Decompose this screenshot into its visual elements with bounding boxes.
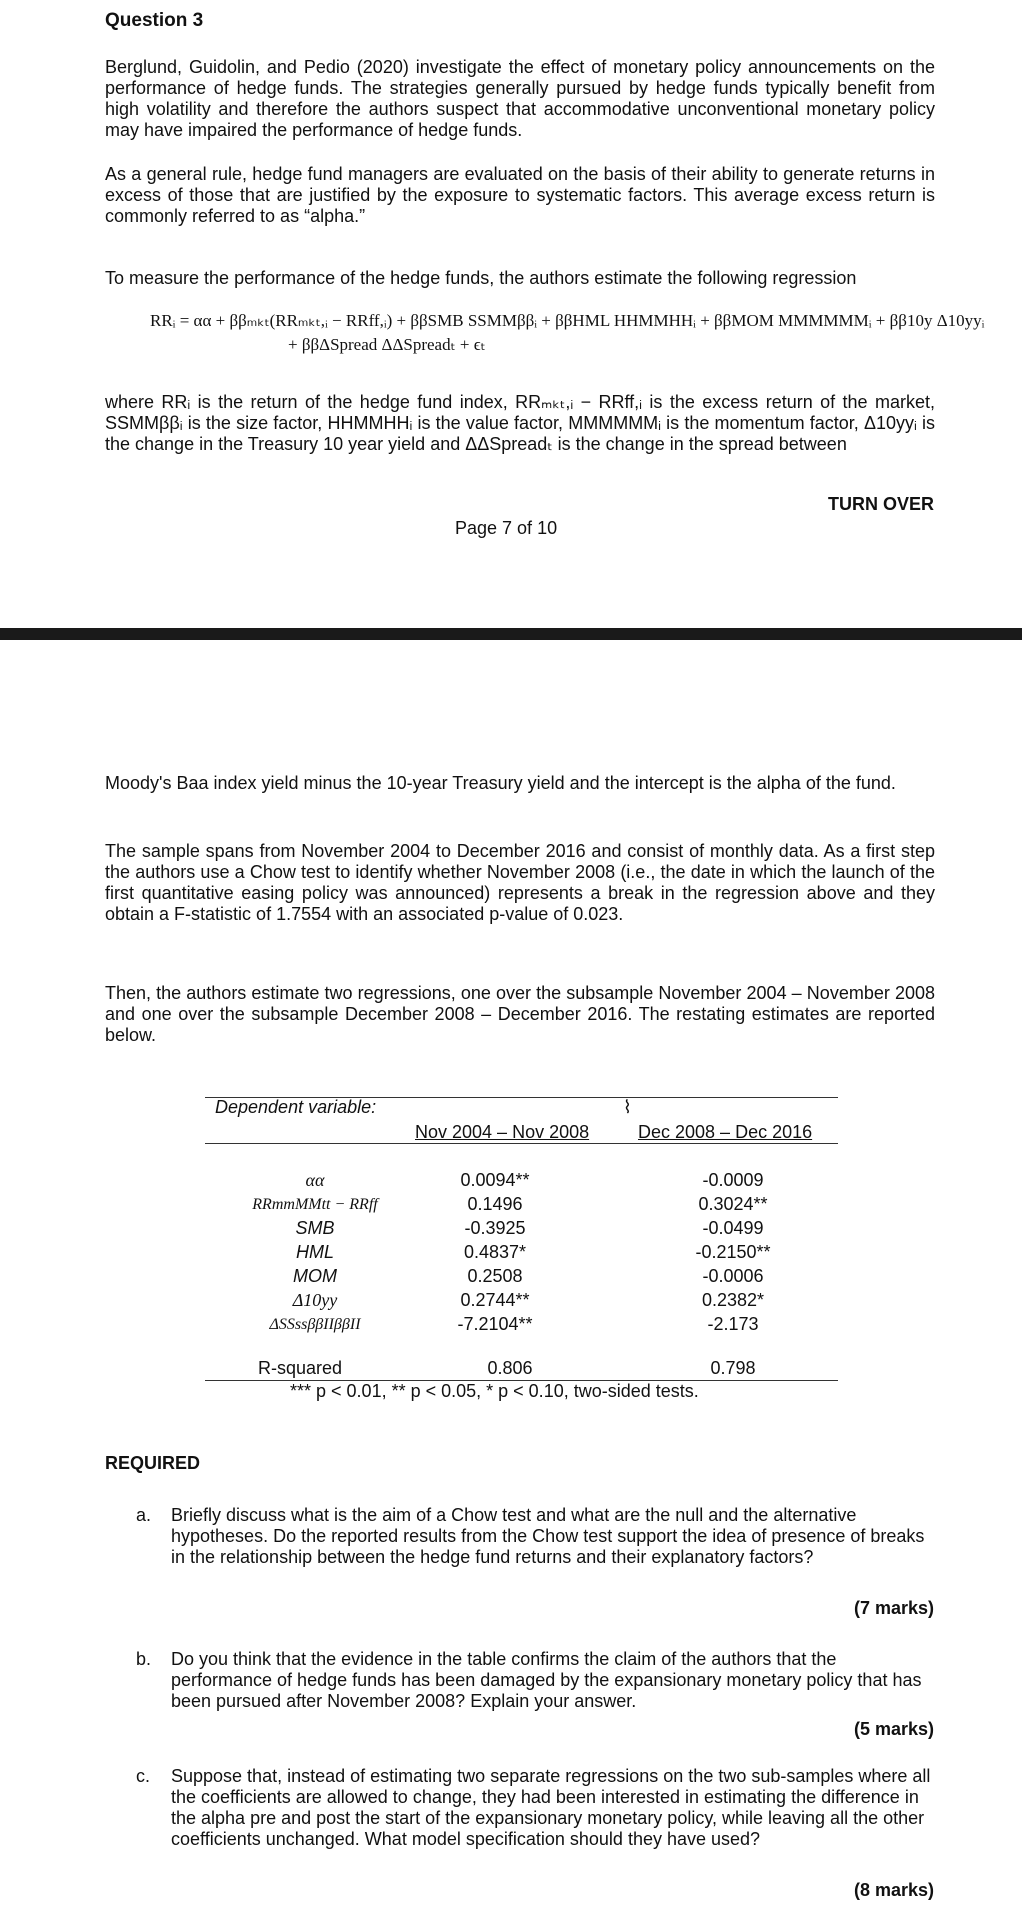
regression-equation-line-1: RRᵢ = αα + ββₘₖₜ(RRₘₖₜ,ᵢ − RRff,ᵢ) + ββSMB SSMMββᵢ + ββHML HHMMHHᵢ + ββMOM MMMMMMᵢ + ββ10y Δ10yyᵢ [150, 311, 985, 330]
table-row-label: SMB [295, 1218, 335, 1238]
column-header-post: Dec 2008 – Dec 2016 [638, 1122, 813, 1142]
sample-paragraph: The sample spans from November 2004 to December 2016 and consist of monthly data. As a first step the authors use a Chow test to identify whether November 2008 (i.e., the date in which the launch of the first quantitative easing policy was announced) represents a break in the regression above and they obtain a F-statistic of 1.7554 with an associated p-value of 0.023. [105, 841, 935, 924]
question-text: Do you think that the evidence in the table confirms the claim of the authors that the performance of hedge funds has been damaged by the expansionary monetary policy that has been pursued after November 2008? Explain your answer. [171, 1649, 922, 1711]
table-cell-pre: -0.3925 [464, 1218, 526, 1238]
table-cell-post: 0.2382* [701, 1290, 765, 1310]
question-marks: (5 marks) [853, 1719, 934, 1739]
table-row-label: Δ10yy [292, 1290, 338, 1310]
question-letter: b. [136, 1649, 152, 1669]
table-cell-post: -0.0499 [702, 1218, 764, 1238]
table-cell-pre: 0.2744** [460, 1290, 530, 1310]
question-marks: (8 marks) [853, 1880, 934, 1900]
table-row-label: MOM [293, 1266, 337, 1286]
intro-paragraph-3: To measure the performance of the hedge funds, the authors estimate the following regression [105, 268, 857, 288]
page-number: Page 7 of 10 [455, 518, 558, 538]
table-cell-pre: 0.4837* [463, 1242, 527, 1262]
required-heading: REQUIRED [105, 1453, 201, 1473]
r-squared-label: R-squared [258, 1358, 343, 1378]
table-cell-pre: 0.1496 [467, 1194, 523, 1214]
column-header-pre: Nov 2004 – Nov 2008 [415, 1122, 590, 1142]
question-letter: a. [136, 1505, 152, 1525]
r-squared-pre: 0.806 [487, 1358, 533, 1378]
table-cell-post: -0.0009 [702, 1170, 764, 1190]
table-cell-pre: 0.0094** [460, 1170, 530, 1190]
table-row-label: ΔSSssββIIββII [269, 1316, 361, 1333]
intro-paragraph-1: Berglund, Guidolin, and Pedio (2020) investigate the effect of monetary policy announcements on the performance of hedge funds. The strategies generally pursued by hedge funds typically benefit from high volatility and therefore the authors suspect that accommodative unconventional monetary policy may have impaired the performance of hedge funds. [105, 57, 935, 140]
question-text: Suppose that, instead of estimating two separate regressions on the two sub-samples where all the coefficients are allowed to change, they had been interested in estimating the difference in the alpha pre and post the start of the expansionary monetary policy, while leaving all the other coefficients unchanged. What model specification should they have used? [171, 1766, 931, 1849]
turn-over-label: TURN OVER [827, 494, 934, 514]
significance-footnote: *** p < 0.01, ** p < 0.05, * p < 0.10, two-sided tests. [290, 1381, 699, 1401]
question-letter: c. [136, 1766, 151, 1786]
intro-paragraph-2: As a general rule, hedge fund managers are evaluated on the basis of their ability to generate returns in excess of those that are justified by the exposure to systematic factors. This average excess return is commonly referred to as “alpha.” [105, 164, 935, 226]
question-marks: (7 marks) [853, 1598, 934, 1618]
question-text: Briefly discuss what is the aim of a Chow test and what are the null and the alternative hypotheses. Do the reported results from the Chow test support the idea of presence of breaks in the relationship between the hedge fund returns and their explanatory factors? [171, 1505, 925, 1567]
table-row-label: HML [295, 1242, 334, 1262]
table-cell-pre: -7.2104** [457, 1314, 533, 1334]
continued-paragraph: Moody's Baa index yield minus the 10-year Treasury yield and the intercept is the alpha of the fund. [105, 773, 896, 793]
where-paragraph: where RRᵢ is the return of the hedge fund index, RRₘₖₜ,ᵢ − RRff,ᵢ is the excess return of the market, SSMMββᵢ is the size factor, HHMMHHᵢ is the value factor, MMMMMMᵢ is the momentum factor, Δ10yyᵢ is the change in the Treasury 10 year yield and ΔΔSpreadₜ is the change in the spread between [105, 392, 935, 454]
question-title: Question 3 [105, 10, 204, 31]
table-cell-pre: 0.2508 [467, 1266, 523, 1286]
then-paragraph: Then, the authors estimate two regressions, one over the subsample November 2004 – November 2008 and one over the subsample December 2008 – December 2016. The restating estimates are reported below. [105, 983, 935, 1045]
dependent-variable-label: Dependent variable: [215, 1097, 377, 1117]
table-row-label: αα [305, 1170, 325, 1190]
table-cell-post: -0.0006 [702, 1266, 764, 1286]
table-header-rule [205, 1143, 838, 1144]
table-row-label: RRmmMMtt − RRff [252, 1196, 378, 1213]
table-cell-post: -0.2150** [695, 1242, 771, 1262]
page-divider [0, 628, 1022, 640]
table-cell-post: -2.173 [707, 1314, 759, 1334]
table-cell-post: 0.3024** [698, 1194, 768, 1214]
r-squared-post: 0.798 [710, 1358, 756, 1378]
regression-equation-line-2: + ββΔSpread ΔΔSpreadₜ + ϵₜ [288, 335, 486, 354]
squiggle-icon: ⌇ [623, 1097, 632, 1117]
